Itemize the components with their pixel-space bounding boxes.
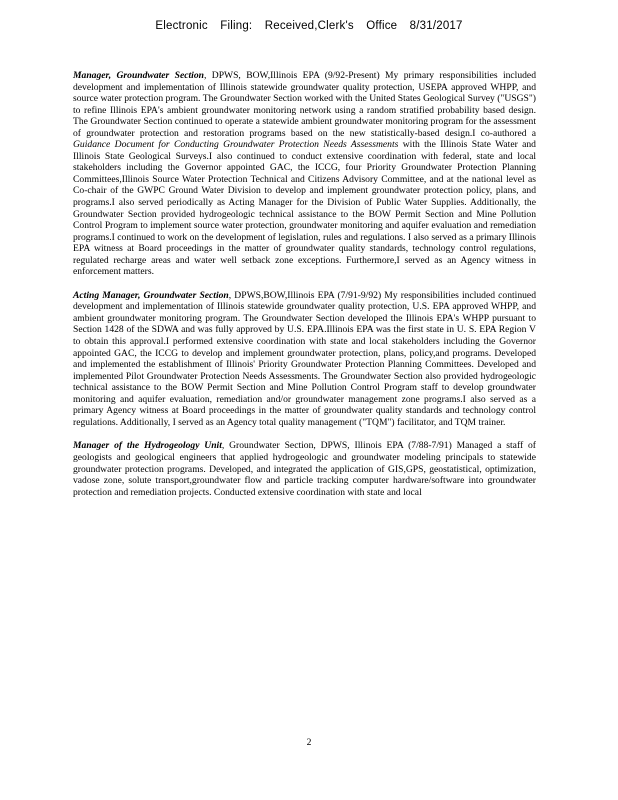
document-title: Guidance Document for Conducting Groundwater Protection Needs Assessments bbox=[73, 139, 399, 151]
employment-entry bbox=[73, 70, 536, 278]
filing-stamp-header: Electronic Filing: Received,Clerk's Office 8/31/2017 bbox=[155, 20, 463, 32]
entry-title: Manager of the Hydrogeology Unit bbox=[73, 440, 222, 452]
entry-title: Acting Manager, Groundwater Section bbox=[73, 289, 229, 301]
entry-text: , Groundwater Section, DPWS, Illinois EPA (7/88-7/91) Managed a staff of geologists and geological engineers that applied hydrogeologic and groundwater modeling principals to statewide groundwater protection programs. Developed, and integrated the application of GIS,GPS, geostatistical, optimization, vadose zone, solute transport,groundwater flow and particle tracking computer hardware/software into groundwater protection and remediation projects. Conducted extensive coordination with state and local bbox=[73, 440, 536, 498]
employment-entry bbox=[73, 440, 536, 498]
entry-title: Manager, Groundwater Section bbox=[73, 70, 204, 81]
entry-text: , DPWS, BOW,Illinois EPA (9/92-Present) My primary responsibilities included development and implementation of Illinois statewide groundwater quality protection, USEPA approved WHPP, and source water protection program. The Groundwater Section worked with the United States Geological Survey ("USGS") to refine Illinois EPA's ambient groundwater monitoring network using a random stratified probability based design. The Groundwater Section continued to operate a statewide ambient groundwater monitoring program for the assessment of groundwater protection and restoration programs based on the new statistically-based design.I co-authored a bbox=[73, 70, 536, 139]
employment-entry bbox=[73, 290, 536, 429]
page-number: 2 bbox=[306, 737, 312, 748]
document-body bbox=[73, 70, 536, 510]
entry-text: with the Illinois State Water and Illinois State Geological Surveys.I also continued to conduct extensive coordination with federal, state and local stakeholders including the Governor appointed GAC, the ICCG, four Priority Groundwater Protection Planning Committees,Illinois Source Water Protection Technical and Citizens Advisory Committee, and at the national level as Co-chair of the GWPC Ground Water Division to develop and implement groundwater protection policy, plans, and programs.I also served periodically as Acting Manager for the Division of Public Water Supplies. Additionally, the Groundwater Section provided hydrogeologic technical assistance to the BOW Permit Section and Mine Pollution Control Program to implement source water protection, groundwater monitoring and aquifer evaluation and remediation programs.I continued to work on the development of legislation, rules and regulations. I also served as a primary Illinois EPA witness at Board proceedings in the matter of groundwater quality standards, technology control regulations, regulated recharge areas and water well setback zone exceptions. Furthermore,I served as an Agency witness in enforcement matters. bbox=[73, 139, 536, 278]
entry-text: , DPWS,BOW,Illinois EPA (7/91-9/92) My responsibilities included continued development and implementation of Illinois statewide groundwater quality protection, U.S. EPA approved WHPP, and ambient groundwater monitoring program. The Groundwater Section developed the Illinois EPA's WHPP pursuant to Section 1428 of the SDWA and was fully approved by U.S. EPA.Illinois EPA was the first state in U. S. EPA Region V to obtain this approval.I performed extensive coordination with state and local stakeholders including the Governor appointed GAC, the ICCG to develop and implement groundwater protection, plans, policy,and programs. Developed and implemented the establishment of Illinois' Priority Groundwater Protection Planning Committees. Developed and implemented Pilot Groundwater Protection Needs Assessments. The Groundwater Section also provided hydrogeologic technical assistance to the BOW Permit Section and Mine Pollution Control Program staff to develop groundwater monitoring and aquifer evaluation, remediation and/or groundwater management zone programs.I also served as a primary Agency witness at Board proceedings in the matter of groundwater quality standards and technology control regulations. Additionally, I served as an Agency total quality management ("TQM") facilitator, and TQM trainer. bbox=[73, 289, 536, 428]
